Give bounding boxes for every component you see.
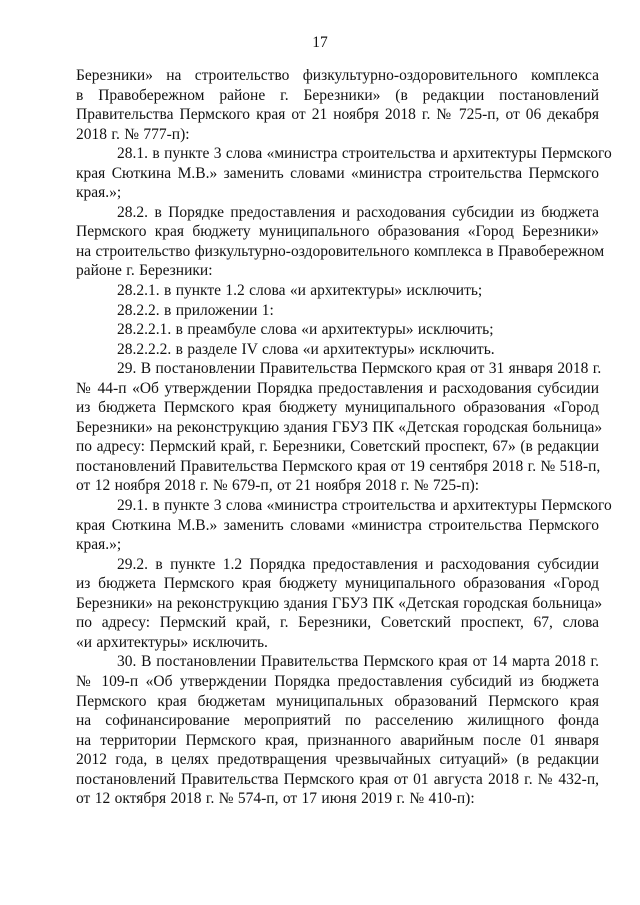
text-line: 2012 года, в целях предотвращения чрезвычайных ситуаций» (в редакции (76, 751, 599, 769)
text-line: на строительство физкультурно-оздоровительного комплекса в Правобережном (76, 242, 605, 260)
paragraph-28-2-1 (76, 281, 599, 301)
document-body (76, 66, 612, 809)
text-line: 28.2.1. в пункте 1.2 слова «и архитектуры» исключить; (117, 282, 483, 300)
text-line: 28.2.2.2. в разделе IV слова «и архитектуры» исключить. (117, 340, 495, 358)
paragraph-29-2 (76, 555, 603, 653)
text-line: 28.2. в Порядке предоставления и расходования субсидии из бюджета (117, 203, 599, 221)
text-line: в Правобережном районе г. Березники» (в редакции постановлений (76, 86, 599, 104)
text-line: 28.1. в пункте 3 слова «министра строительства и архитектуры Пермского (117, 145, 612, 163)
paragraph-30 (76, 652, 599, 808)
paragraph-28-2-2 (76, 301, 599, 321)
text-line: Березники» на реконструкцию здания ГБУЗ ПК «Детская городская больница» (76, 594, 603, 612)
text-line: постановлений Правительства Пермского края от 01 августа 2018 г. № 432-п, (76, 770, 599, 788)
text-line: 29.2. в пункте 1.2 Порядка предоставления и расходования субсидии (117, 555, 599, 573)
text-line: на территории Пермского края, признанного аварийным после 01 января (76, 731, 599, 749)
text-line: 2018 г. № 777-п): (76, 125, 190, 143)
text-line: Пермского края бюджетам муниципальных образований Пермского края (76, 692, 599, 710)
text-line: от 12 октября 2018 г. № 574-п, от 17 июня 2019 г. № 410-п): (76, 790, 475, 808)
text-line: по адресу: Пермский край, г. Березники, Советский проспект, 67, слова (76, 614, 599, 632)
text-line: Березники» на строительство физкультурно-оздоровительного комплекса (76, 67, 599, 84)
text-line: № 109-п «Об утверждении Порядка предоставления субсидий из бюджета (76, 672, 599, 690)
paragraph-intro (76, 66, 599, 144)
text-line: края.»; (76, 536, 122, 554)
text-line: из бюджета Пермского края бюджету муниципального образования «Город (76, 399, 599, 417)
text-line: 29. В постановлении Правительства Пермского края от 31 января 2018 г. (117, 360, 602, 378)
text-line: от 12 ноября 2018 г. № 679-п, от 21 ноября 2018 г. № 725-п): (76, 477, 480, 495)
text-line: Березники» на реконструкцию здания ГБУЗ ПК «Детская городская больница» (76, 418, 603, 436)
paragraph-28-2-2-1 (76, 320, 599, 340)
text-line: Правительства Пермского края от 21 ноября 2018 г. № 725-п, от 06 декабря (76, 106, 599, 124)
text-line: «и архитектуры» исключить. (76, 633, 268, 651)
text-line: края Сюткина М.В.» заменить словами «министра строительства Пермского (76, 164, 599, 182)
page-number: 17 (312, 34, 328, 51)
text-line: 28.2.2. в приложении 1: (117, 301, 274, 319)
text-line: 30. В постановлении Правительства Пермского края от 14 марта 2018 г. (117, 653, 599, 671)
text-line: из бюджета Пермского края бюджету муниципального образования «Город (76, 575, 599, 593)
paragraph-29 (76, 359, 603, 496)
text-line: Пермского края бюджету муниципального образования «Город Березники» (76, 223, 599, 241)
paragraph-28-1 (76, 144, 612, 203)
text-line: на софинансирование мероприятий по расселению жилищного фонда (76, 712, 599, 730)
text-line: районе г. Березники: (76, 262, 213, 280)
text-line: 29.1. в пункте 3 слова «министра строительства и архитектуры Пермского (117, 497, 612, 515)
text-line: № 44-п «Об утверждении Порядка предоставления и расходования субсидии (76, 379, 599, 397)
text-line: края Сюткина М.В.» заменить словами «министра строительства Пермского (76, 516, 599, 534)
text-line: края.»; (76, 184, 122, 202)
paragraph-28-2 (76, 203, 605, 281)
text-line: по адресу: Пермский край, г. Березники, Советский проспект, 67» (в редакции (76, 438, 599, 456)
text-line: 28.2.2.1. в преамбуле слова «и архитектуры» исключить; (117, 321, 494, 339)
paragraph-29-1 (76, 496, 612, 555)
paragraph-28-2-2-2 (76, 340, 599, 360)
text-line: постановлений Правительства Пермского края от 19 сентября 2018 г. № 518-п, (76, 457, 601, 475)
